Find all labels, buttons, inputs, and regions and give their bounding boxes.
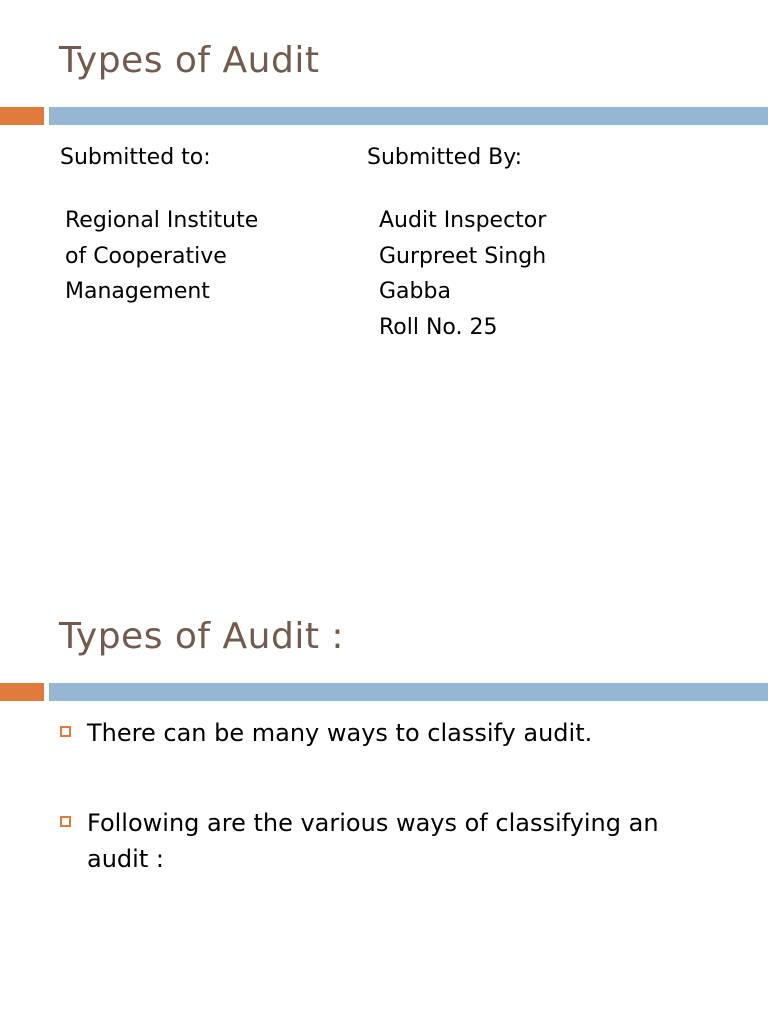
square-bullet-icon xyxy=(60,726,71,737)
bullet-item xyxy=(60,805,720,877)
bullet-text: Following are the various ways of classifying an audit : xyxy=(87,809,659,873)
bullet-item xyxy=(60,715,720,751)
title-accent-bar xyxy=(0,683,768,701)
submitted-by-line: Gurpreet Singh xyxy=(379,243,547,269)
bullet-text: There can be many ways to classify audit. xyxy=(87,719,593,747)
accent-bar-orange xyxy=(0,107,44,125)
submitted-to-line: Regional Institute xyxy=(65,208,259,233)
submitted-by-line: Roll No. 25 xyxy=(379,314,498,340)
submitted-to-label: Submitted to: xyxy=(60,145,211,170)
accent-bar-blue xyxy=(49,683,768,701)
title-accent-bar xyxy=(0,107,768,125)
slide-title-heading: Types of Audit xyxy=(59,40,320,81)
bullet-list xyxy=(60,715,720,931)
submitted-by-details xyxy=(379,203,679,345)
submitted-by-label: Submitted By: xyxy=(367,145,523,170)
submitted-to-details xyxy=(65,203,335,310)
square-bullet-icon xyxy=(60,816,71,827)
submitted-to-line: of Cooperative xyxy=(65,243,227,269)
slide-title-heading: Types of Audit : xyxy=(59,616,345,657)
submitted-by-line: Audit Inspector xyxy=(379,208,547,233)
accent-bar-blue xyxy=(49,107,768,125)
submitted-by-line: Gabba xyxy=(379,279,451,304)
slide-types-of-audit xyxy=(0,576,768,1024)
submitted-to-line: Management xyxy=(65,279,210,304)
accent-bar-orange xyxy=(0,683,44,701)
